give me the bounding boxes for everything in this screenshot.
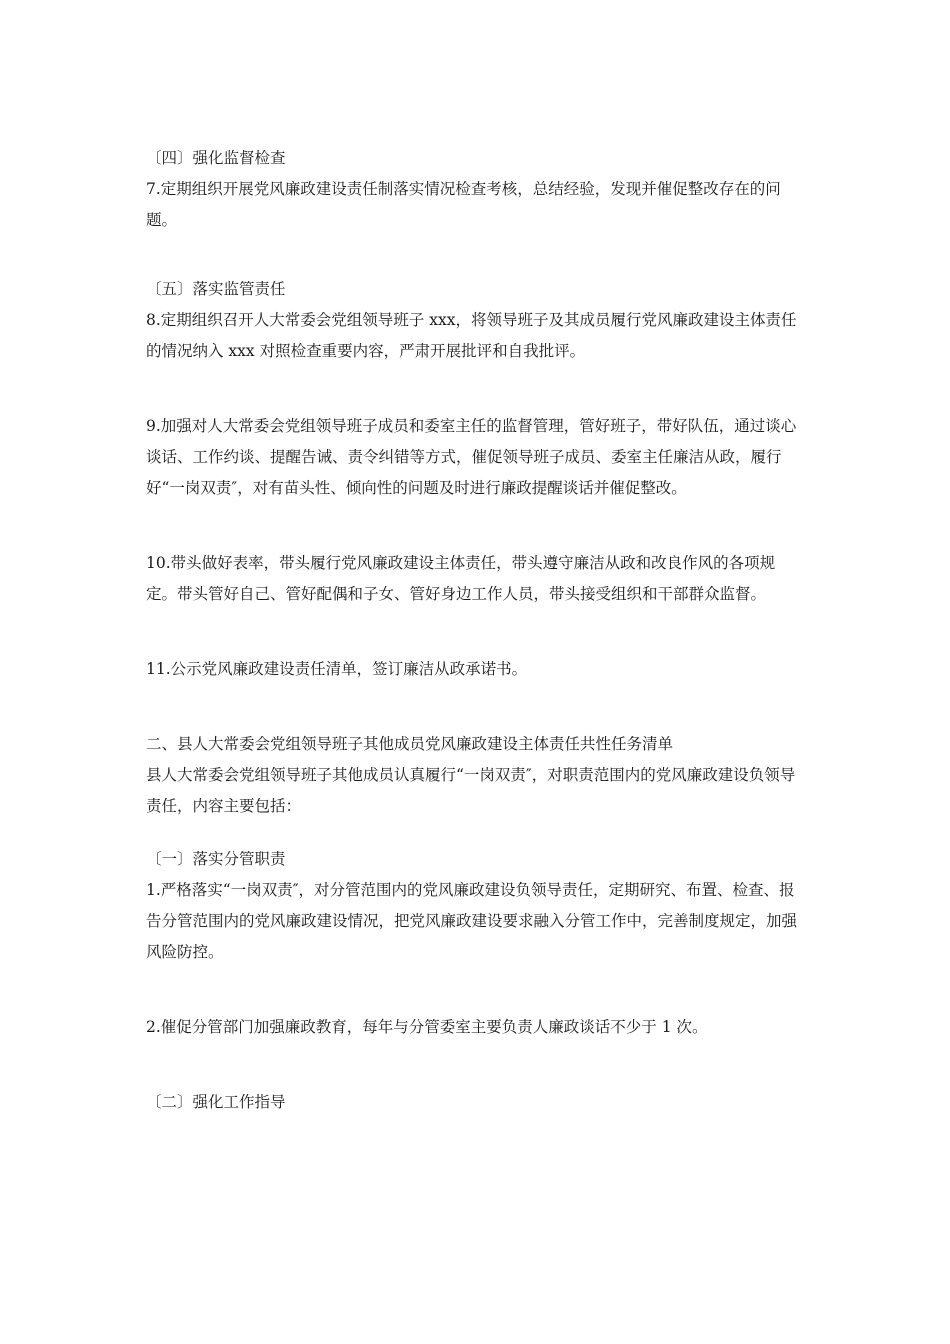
spacer <box>146 367 806 411</box>
section-heading-2: 〔二〕强化工作指导 <box>146 1093 286 1111</box>
paragraph-1: 1.严格落实“一岗双责″，对分管范围内的党风廉政建设负领导责任，定期研究、布置、检查、报告分管范围内的党风廉政建设情况，把党风廉政建设要求融入分管工作中，完善制度规定，加强风险防控。 <box>146 881 798 961</box>
section-2-intro: 县人大常委会党组领导班子其他成员认真履行“一岗双责″，对职责范围内的党风廉政建设负领导责任，内容主要包括： <box>146 766 796 815</box>
spacer <box>146 968 806 1012</box>
paragraph-9: 9.加强对人大常委会党组领导班子成员和委室主任的监督管理，管好班子，带好队伍，通过谈心谈话、工作约谈、提醒告诫、责令纠错等方式，催促领导班子成员、委室主任廉洁从政，履行好“一岗双责″，对有苗头性、倾向性的问题及时进行廉政提醒谈话并催促整改。 <box>146 417 797 497</box>
paragraph-7: 7.定期组织开展党风廉政建设责任制落实情况检查考核，总结经验，发现并催促整改存在的问题。 <box>146 180 781 229</box>
section-heading-4: 〔四〕强化监督检查 <box>146 149 286 167</box>
paragraph-10: 10.带头做好表率，带头履行党风廉政建设主体责任，带头遵守廉洁从政和改良作风的各项规定。带头管好自己、管好配偶和子女、管好身边工作人员，带头接受组织和干部群众监督。 <box>146 554 776 603</box>
section-heading-1: 〔一〕落实分管职责 <box>146 850 286 868</box>
paragraph-11: 11.公示党风廉政建设责任清单，签订廉洁从政承诺书。 <box>146 660 528 678</box>
paragraph-8: 8.定期组织召开人大常委会党组领导班子 xxx，将领导班子及其成员履行党风廉政建设主体责任的情况纳入 xxx 对照检查重要内容，严肃开展批评和自我批评。 <box>146 311 797 360</box>
spacer <box>146 504 806 548</box>
paragraph-2: 2.催促分管部门加强廉政教育，每年与分管委室主要负责人廉政谈话不少于 1 次。 <box>146 1018 708 1036</box>
spacer <box>146 685 806 729</box>
section-2-title: 二、县人大常委会党组领导班子其他成员党风廉政建设主体责任共性任务清单 <box>146 735 674 753</box>
section-heading-5: 〔五〕落实监管责任 <box>146 280 286 298</box>
spacer <box>146 822 806 844</box>
spacer <box>146 1043 806 1087</box>
spacer <box>146 236 806 274</box>
spacer <box>146 610 806 654</box>
document-body <box>146 143 806 1118</box>
